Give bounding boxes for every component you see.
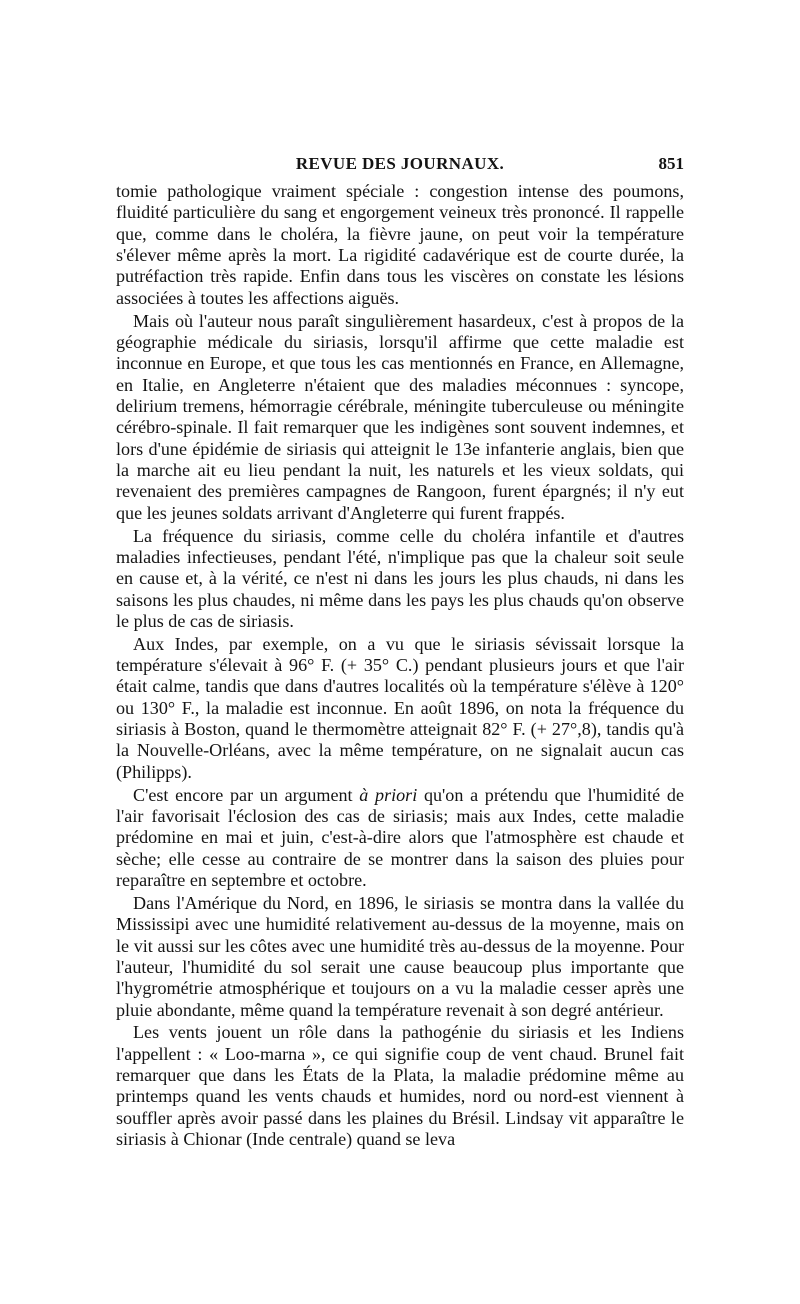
paragraph-medical-geography: Mais où l'auteur nous paraît singulièrement hasardeux, c'est à propos de la géographie médicale du siriasis, lorsqu'il affirme que cette maladie est inconnue en Europe, et que tous les cas mentionnés en France, en Allemagne, en Italie, en Angleterre n'étaient que des maladies méconnues : syncope, delirium tremens, hémorragie cérébrale, méningite tuberculeuse ou méningite cérébro-spinale. Il fait remarquer que les indigènes sont souvent indemnes, et lors d'une épidémie de siriasis qui atteignit le 13e infanterie anglais, bien que la marche ait eu lieu pendant la nuit, les naturels et les vieux soldats, qui revenaient des premières campagnes de Rangoon, furent épargnés; il n'y eut que les jeunes soldats arrivant d'Angleterre qui furent frappés.: [116, 310, 684, 523]
paragraph-text-end: qu'on a prétendu que l'humidité de l'air favorisait l'éclosion des cas de siriasis; mais aux Indes, cette maladie prédomine en mai et juin, c'est-à-dire alors que l'atmosphère est chaude et sèche; elle cesse au contraire de se montrer dans la saison des pluies pour reparaître en septembre et octobre.: [116, 784, 684, 890]
paragraph-humidity-argument: [116, 785, 684, 892]
paragraph-summer-frequency: La fréquence du siriasis, comme celle du choléra infantile et d'autres maladies infectieuses, pendant l'été, n'implique pas que la chaleur soit seule en cause et, à la vérité, ce n'est ni dans les jours les plus chauds, ni dans les saisons les plus chaudes, ni même dans les pays les plus chauds qu'on observe le plus de cas de siriasis.: [116, 525, 684, 631]
paragraph-north-america: Dans l'Amérique du Nord, en 1896, le siriasis se montra dans la vallée du Mississipi avec une humidité relativement au-dessus de la moyenne, mais on le vit aussi sur les côtes avec une humidité très au-dessus de la moyenne. Pour l'auteur, l'humidité du sol serait une cause beaucoup plus importante que l'hygrométrie atmosphérique et toujours on a vu la maladie cesser après une pluie abondante, même quand la température revenait à son degré antérieur.: [116, 892, 684, 1020]
paragraph-india-temperatures: Aux Indes, par exemple, on a vu que le siriasis sévissait lorsque la température s'élevait à 96° F. (+ 35° C.) pendant plusieurs jours et que l'air était calme, tandis que dans d'autres localités où la température s'élève à 120° ou 130° F., la maladie est inconnue. En août 1896, on nota la fréquence du siriasis à Boston, quand le thermomètre atteignait 82° F. (+ 27°,8), tandis qu'à la Nouvelle-Orléans, avec la même température, on ne signalait aucun cas (Philipps).: [116, 633, 684, 782]
italic-a-priori: à priori: [359, 784, 418, 805]
paragraph-anatomy-continuation: tomie pathologique vraiment spéciale : congestion intense des poumons, fluidité particulière du sang et engorgement veineux très prononcé. Il rappelle que, comme dans le choléra, la fièvre jaune, on peut voir la température s'élever même après la mort. La rigidité cadavérique est de courte durée, la putréfaction très rapide. Enfin dans tous les viscères on constate les lésions associées à toutes les affections aiguës.: [116, 181, 684, 308]
paragraph-winds: Les vents jouent un rôle dans la pathogénie du siriasis et les Indiens l'appellent : « Loo-marna », ce qui signifie coup de vent chaud. Brunel fait remarquer que dans les États de la Plata, la maladie prédomine même au printemps quand les vents chauds et humides, nord ou nord-est viennent à souffler après avoir passé dans les plaines du Brésil. Lindsay vit apparaître le siriasis à Chionar (Inde centrale) quand se leva: [116, 1022, 684, 1150]
page-header: [116, 154, 684, 178]
article-body: [116, 181, 684, 1152]
running-title: REVUE DES JOURNAUX.: [295, 154, 505, 173]
paragraph-text-start: C'est encore par un argument: [133, 784, 360, 805]
page-number: 851: [658, 154, 684, 173]
